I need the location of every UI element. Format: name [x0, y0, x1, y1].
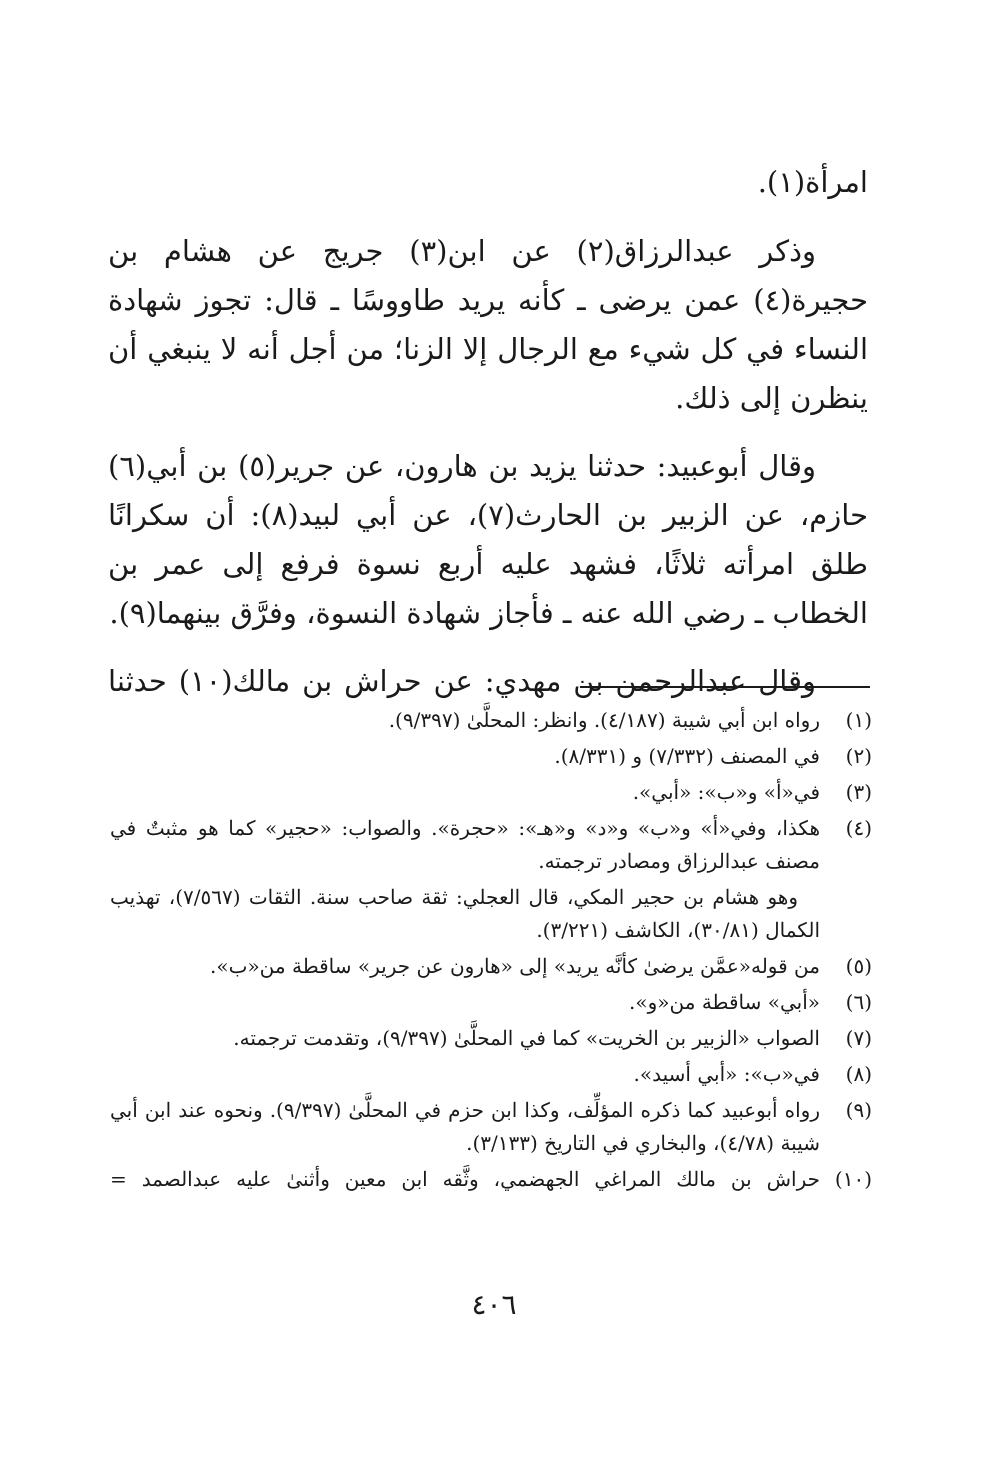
footnote-text: «أبي» ساقطة من«و». [629, 990, 820, 1014]
footnote [110, 704, 872, 737]
footnote [110, 1094, 872, 1160]
main-text [108, 158, 868, 725]
footnote-text: حراش بن مالك المراغي الجهضمي، وثَّقه ابن معين وأثنىٰ عليه عبدالصمد = [110, 1167, 821, 1191]
footnotes [110, 704, 872, 1199]
footnote-text: الصواب «الزبير بن الخريت» كما في المحلَّىٰ (٩/٣٩٧)، وتقدمت ترجمته. [233, 1026, 820, 1050]
footnote-number: (٦) [845, 990, 872, 1014]
footnote-number: (١٠) [834, 1167, 872, 1191]
footnote-number: (١) [845, 708, 872, 732]
footnote-number: (٥) [845, 954, 872, 978]
main-paragraph: امرأة(١). [757, 165, 868, 199]
footnote-text: في«أ» و«ب»: «أبي». [632, 780, 820, 804]
main-paragraph: وقال عبدالرحمن بن مهدي: عن حراش بن مالك(١٠) حدثنا [108, 664, 816, 698]
footnote [110, 950, 872, 983]
footnote-number: (٧) [845, 1026, 872, 1050]
footnote-text: من قوله«عمَّن يرضىٰ كأنَّه يريد» إلى «هارون عن جرير» ساقطة من«ب». [210, 954, 820, 978]
footnote-continuation: وهو هشام بن حجير المكي، قال العجلي: ثقة صاحب سنة. الثقات (٧/٥٦٧)، تهذيب الكمال (٣٠/٨١)، الكاشف (٣/٢٢١). [110, 885, 820, 942]
footnote-number: (٩) [845, 1098, 872, 1122]
footnote-text: في«ب»: «أبي أسيد». [633, 1062, 820, 1086]
footnote [110, 986, 872, 1019]
footnote-number: (٢) [845, 744, 872, 768]
footnote [110, 776, 872, 809]
main-paragraph: وقال أبوعبيد: حدثنا يزيد بن هارون، عن جرير(٥) بن أبي(٦) حازم، عن الزبير بن الحارث(٧)، عن أبي لبيد(٨): أن سكرانًا طلق امرأته ثلاثًا، فشهد عليه أربع نسوة فرفع إلى عمر بن الخطاب ـ رضي الله عنه ـ فأجاز شهادة النسوة، وفرَّق بينهما(٩). [108, 449, 868, 630]
footnote [110, 1163, 872, 1196]
footnote-number: (٨) [845, 1062, 872, 1086]
footnote [110, 1022, 872, 1055]
footnote-number: (٤) [845, 816, 872, 840]
footnote-number: (٣) [845, 780, 872, 804]
footnote [110, 740, 872, 773]
footnote-text: رواه ابن أبي شيبة (٤/١٨٧). وانظر: المحلَّىٰ (٩/٣٩٧). [388, 708, 820, 732]
footnote [110, 812, 872, 878]
footnote-text: رواه أبوعبيد كما ذكره المؤلِّف، وكذا ابن حزم في المحلَّىٰ (٩/٣٩٧). ونحوه عند ابن أبي شيبة (٤/٧٨)، والبخاري في التاريخ (٣/١٣٣). [110, 1098, 820, 1155]
page-number: ٤٠٦ [471, 1288, 517, 1321]
main-paragraph: وذكر عبدالرزاق(٢) عن ابن(٣) جريج عن هشام بن حجيرة(٤) عمن يرضى ـ كأنه يريد طاووسًا ـ قال: تجوز شهادة النساء في كل شيء مع الرجال إلا الزنا؛ من أجل أنه لا ينبغي أن ينظرن إلى ذلك. [108, 234, 868, 415]
footnote-text: في المصنف (٧/٣٣٢) و (٨/٣٣١). [554, 744, 820, 768]
footnote [110, 1058, 872, 1091]
footnote-separator-rule [580, 686, 870, 688]
footnote-text: هكذا، وفي«أ» و«ب» و«د» و«هـ»: «حجرة». والصواب: «حجير» كما هو مثبتٌ في مصنف عبدالرزاق ومصادر ترجمته. [110, 816, 820, 873]
